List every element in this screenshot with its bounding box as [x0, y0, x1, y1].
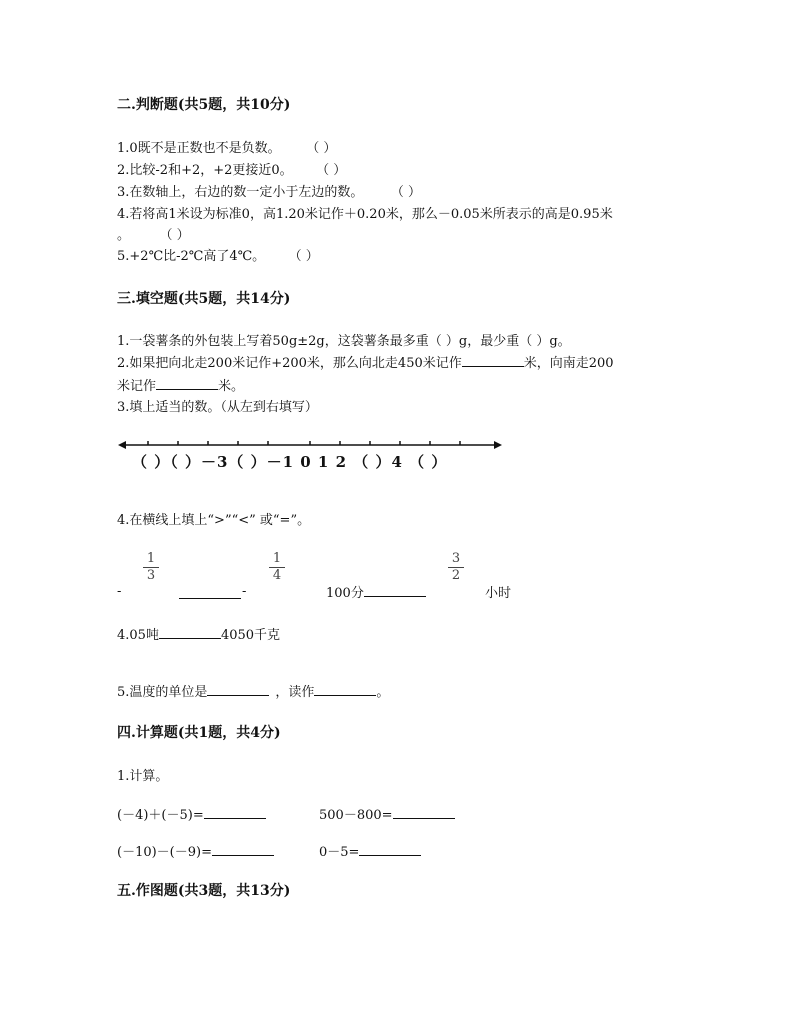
fraction-three-halves — [448, 552, 464, 583]
fill-q2-blank-2[interactable] — [156, 377, 218, 390]
arrow-left-icon — [118, 441, 126, 449]
judge-q3-text: 3.在数轴上，右边的数一定小于左边的数。 — [117, 185, 364, 200]
judge-q5-paren[interactable]: （ ） — [295, 249, 319, 264]
compare-blank-2[interactable] — [364, 584, 426, 597]
fraction-1-numerator: 1 — [146, 551, 156, 566]
compare-ton — [117, 624, 280, 643]
hour-unit: 小时 — [485, 586, 512, 601]
calc-expr-1 — [117, 804, 266, 823]
calc-expr-1-text: (－4)＋(－5)= — [117, 808, 204, 823]
fill-q2-text-a: 2.如果把向北走200米记作+200米，那么向北走450米记作 — [117, 356, 462, 371]
section-4-title: 四.计算题(共1题，共4分) — [117, 725, 281, 741]
fill-q2-blank-1[interactable] — [462, 354, 524, 367]
fraction-one-third — [143, 552, 159, 583]
fill-q5 — [117, 681, 389, 700]
calc-blank-3[interactable] — [212, 843, 274, 856]
section-5-title: 五.作图题(共3题，共13分) — [117, 883, 291, 899]
judge-q4-period: 。 — [117, 228, 131, 243]
fill-q2-text-d: 米。 — [218, 379, 245, 394]
judge-q1-paren[interactable]: （ ） — [312, 141, 337, 156]
fraction-3-denominator: 2 — [451, 568, 461, 583]
section-3-title: 三.填空题(共5题，共14分) — [117, 291, 291, 307]
arrow-right-icon — [494, 441, 502, 449]
calc-expr-3-text: (－10)－(－9)= — [117, 845, 212, 860]
minus-sign-1: - — [117, 584, 122, 599]
fraction-2-numerator: 1 — [272, 551, 282, 566]
fill-q4: 4.在横线上填上“>”“<” 或“=”。 — [117, 513, 311, 528]
fill-q5-blank-2[interactable] — [314, 683, 376, 696]
judge-q1 — [117, 137, 336, 156]
fraction-2-denominator: 4 — [272, 568, 282, 583]
ton-value: 4.05吨 — [117, 628, 159, 643]
number-line-labels: （ ）（ ）－3（ ）－1 0 1 2 （ ）4 （ ） — [132, 453, 448, 471]
judge-q3-paren[interactable]: （ ） — [397, 185, 422, 200]
kg-value: 4050千克 — [220, 628, 281, 643]
calc-q1: 1.计算。 — [117, 769, 169, 784]
calc-expr-2 — [319, 804, 455, 823]
section-2-title: 二.判断题(共5题，共10分) — [117, 97, 291, 113]
judge-q5-text: 5.+2℃比-2℃高了4℃。 — [117, 249, 266, 264]
fill-q2-text-b: 米，向南走200 — [523, 356, 614, 371]
minus-sign-2: - — [242, 584, 247, 599]
judge-q1-text: 1.0既不是正数也不是负数。 — [117, 141, 281, 156]
fill-q1: 1.一袋薯条的外包装上写着50g±2g，这袋薯条最多重（ ）g，最少重（ ）g。 — [117, 334, 571, 349]
judge-q2-text: 2.比较-2和+2，+2更接近0。 — [117, 163, 293, 178]
fill-q5-text-a: 5.温度的单位是 — [117, 685, 208, 700]
judge-q2 — [117, 159, 346, 178]
fill-q2-line2 — [117, 375, 244, 394]
calc-expr-3 — [117, 841, 274, 860]
fraction-1-denominator: 3 — [146, 568, 156, 583]
calc-blank-1[interactable] — [204, 806, 266, 819]
fraction-one-quarter — [269, 552, 285, 583]
fill-q5-blank-1[interactable] — [207, 683, 269, 696]
calc-blank-2[interactable] — [393, 806, 455, 819]
fill-q2-line1 — [117, 352, 614, 371]
judge-q4-paren[interactable]: （ ） — [166, 228, 190, 243]
calc-blank-4[interactable] — [359, 843, 421, 856]
judge-q5 — [117, 245, 319, 264]
compare-minutes — [326, 582, 426, 601]
judge-q2-paren[interactable]: （ ） — [322, 163, 347, 178]
number-line — [118, 438, 504, 452]
compare-blank-1[interactable] — [179, 586, 241, 599]
fill-q2-text-c: 米记作 — [117, 379, 157, 394]
minutes-value: 100分 — [326, 586, 364, 601]
fraction-3-numerator: 3 — [451, 551, 461, 566]
fill-q3: 3.填上适当的数。（从左到右填写） — [117, 400, 318, 415]
calc-expr-4 — [319, 841, 421, 860]
calc-expr-2-text: 500－800= — [319, 808, 393, 823]
fill-q5-text-b: ，读作 — [275, 685, 315, 700]
calc-expr-4-text: 0－5= — [319, 845, 360, 860]
judge-q4-line1: 4.若将高1米设为标准0，高1.20米记作＋0.20米，那么－0.05米所表示的高是0.95米 — [117, 207, 613, 222]
judge-q4-line2 — [117, 224, 190, 243]
fill-q5-text-c: 。 — [376, 685, 390, 700]
judge-q3 — [117, 181, 421, 200]
compare-blank-3[interactable] — [159, 626, 221, 639]
